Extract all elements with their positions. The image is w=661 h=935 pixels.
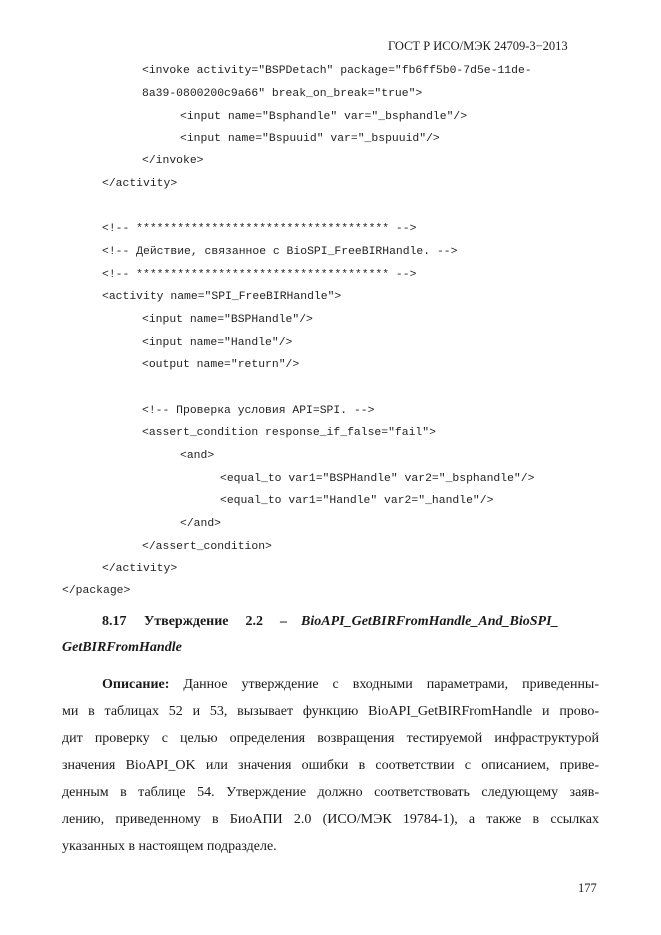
section-label: Утверждение [144, 614, 229, 629]
code-line: <equal_to var1="Handle" var2="_handle"/> [220, 495, 494, 507]
code-line: </assert_condition> [142, 541, 272, 553]
section-heading [102, 614, 559, 630]
code-line: <input name="Bsphandle" var="_bsphandle"/> [180, 111, 468, 123]
code-line: <input name="BSPHandle"/> [142, 314, 313, 326]
code-line: <output name="return"/> [142, 359, 300, 371]
page-number: 177 [578, 881, 597, 895]
paragraph-line: дит проверку с целью определения возвращения тестируемой инфраструктурой [62, 731, 599, 746]
code-line: <input name="Handle"/> [142, 337, 293, 349]
paragraph-line: лению, приведенному в БиоАПИ 2.0 (ИСО/МЭК 19784-1), а также в ссылках [62, 812, 599, 827]
code-line: </and> [180, 518, 222, 530]
code-line: <invoke activity="BSPDetach" package="fb6ff5b0-7d5e-11de- [142, 65, 532, 77]
paragraph-line: указанных в настоящем подразделе. [62, 839, 277, 854]
paragraph-line: денным в таблице 54. Утверждение должно соответствовать следующему заяв- [62, 785, 599, 800]
code-line: <and> [180, 450, 215, 462]
section-title-part1: BioAPI_GetBIRFromHandle_And_BioSPI_ [301, 614, 559, 629]
code-line: <assert_condition response_if_false="fail"> [142, 427, 436, 439]
code-line: <!-- ************************************* --> [102, 269, 417, 281]
code-line: <!-- Проверка условия API=SPI. --> [142, 405, 375, 417]
code-line: </activity> [102, 563, 178, 575]
paragraph-line: Описание: Данное утверждение с входными параметрами, приведенны- [102, 677, 600, 692]
code-line: 8a39-0800200c9a66" break_on_break="true"> [142, 88, 423, 100]
document-header: ГОСТ Р ИСО/МЭК 24709-3−2013 [388, 39, 568, 53]
paragraph-line: значения BioAPI_OK или значения ошибки в соответствии с описанием, приве- [62, 758, 599, 773]
section-dash: – [280, 614, 288, 629]
section-version: 2.2 [245, 614, 264, 629]
section-number: 8.17 [102, 614, 127, 629]
section-title-part2: GetBIRFromHandle [62, 640, 182, 655]
code-line: <!-- Действие, связанное с BioSPI_FreeBIRHandle. --> [102, 246, 458, 258]
code-line: <equal_to var1="BSPHandle" var2="_bsphandle"/> [220, 473, 535, 485]
code-line: <!-- ************************************* --> [102, 223, 417, 235]
description-label: Описание: [102, 677, 170, 692]
code-line: </package> [62, 585, 131, 597]
code-line: </activity> [102, 178, 178, 190]
code-line: </invoke> [142, 155, 204, 167]
paragraph-line: ми в таблицах 52 и 53, вызывает функцию BioAPI_GetBIRFromHandle и прово- [62, 704, 599, 719]
code-line: <input name="Bspuuid" var="_bspuuid"/> [180, 133, 440, 145]
code-line: <activity name="SPI_FreeBIRHandle"> [102, 291, 342, 303]
